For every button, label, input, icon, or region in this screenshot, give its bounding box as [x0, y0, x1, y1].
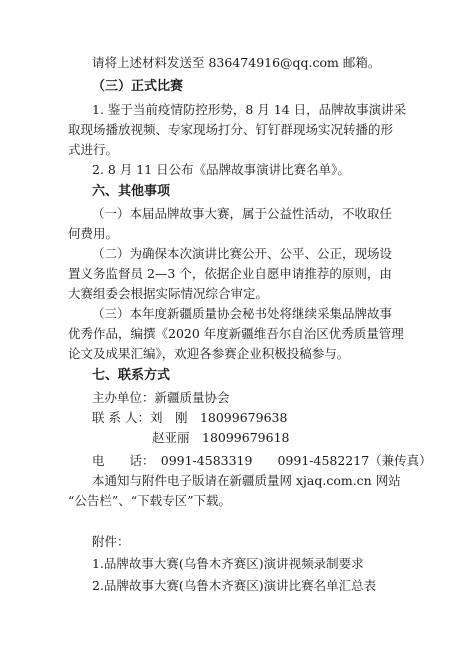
section3-p2: 2. 8 月 11 日公布《品牌故事演讲比赛名单》。	[92, 162, 350, 177]
section3-p1-line3: 式进行。	[68, 142, 119, 157]
section6-item3-line3: 论文及成果汇编》，欢迎各参赛企业积极投稿参与。	[68, 346, 350, 361]
notice-line-2: “公告栏”、“下载专区”下载。	[68, 493, 232, 508]
contact-line-2: 赵亚丽 18099679618	[152, 430, 290, 445]
section3-p1-line1: 1. 鉴于当前疫情防控形势，8 月 14 日，品牌故事演讲采	[92, 102, 407, 117]
section6-item2-line3: 大赛组委会根据实际情况综合审定。	[68, 286, 269, 301]
section3-p1-line2: 取现场播放视频、专家现场打分、钉钉群现场实况转播的形	[68, 122, 394, 137]
section3-heading: （三）正式比赛	[92, 79, 184, 94]
attachments-label: 附件：	[92, 534, 130, 549]
section6-item3-line2: 优秀作品，编撰《2020 年度新疆维吾尔自治区优秀质量管理	[68, 326, 404, 341]
notice-line-1: 本通知与附件电子版请在新疆质量网 xjaq.com.cn 网站	[92, 473, 401, 488]
section6-item2-line2: 置义务监督员 2—3 个，依据企业自愿申请推荐的原则，由	[68, 266, 392, 281]
contact-line-1: 联 系 人：刘 刚 18099679638	[92, 410, 288, 425]
phone-line: 电 话： 0991-4583319 0991-4582217（兼传真）	[92, 453, 432, 468]
section6-item1-line2: 何费用。	[68, 226, 119, 241]
organizer-line: 主办单位：新疆质量协会	[92, 390, 230, 405]
email-line: 请将上述材料发送至 836474916@qq.com 邮箱。	[92, 55, 381, 70]
section6-item1-line1: （一）本届品牌故事大赛，属于公益性活动，不收取任	[92, 206, 393, 221]
section7-heading: 七、联系方式	[92, 368, 171, 383]
attachment-item-1: 1.品牌故事大赛(乌鲁木齐赛区)演讲视频录制要求	[92, 556, 364, 571]
section6-heading: 六、其他事项	[92, 184, 171, 199]
section6-item3-line1: （三）本年度新疆质量协会秘书处将继续采集品牌故事	[92, 306, 393, 321]
section6-item2-line1: （二）为确保本次演讲比赛公开、公平、公正，现场设	[92, 246, 393, 261]
attachment-item-2: 2.品牌故事大赛(乌鲁木齐赛区)演讲比赛名单汇总表	[92, 578, 377, 593]
